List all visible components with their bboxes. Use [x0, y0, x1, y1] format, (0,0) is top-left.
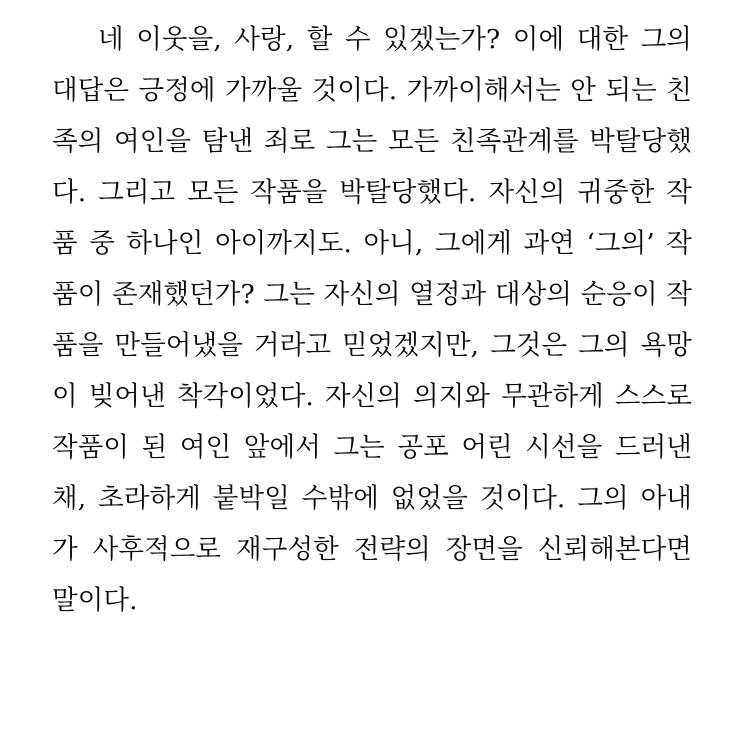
body-paragraph: 네 이웃을, 사랑, 할 수 있겠는가? 이에 대한 그의 대답은 긍정에 가까울 것이다. 가까이해서는 안 되는 친족의 여인을 탐낸 죄로 그는 모든 친족관계를 박탈당했다. 그리고 모든 작품을 박탈당했다. 자신의 귀중한 작품 중 하나인 아이까지도. 아니, 그에게 과연 ‘그의’ 작품이 존재했던가? 그는 자신의 열정과 대상의 순응이 작품을 만들어냈을 거라고 믿었겠지만, 그것은 그의 욕망이 빚어낸 착각이었다. 자신의 의지와 무관하게 스스로 작품이 된 여인 앞에서 그는 공포 어린 시선을 드러낸 채, 초라하게 붙박일 수밖에 없었을 것이다. 그의 아내가 사후적으로 재구성한 전략의 장면을 신뢰해본다면 말이다.	[52, 24, 701, 616]
